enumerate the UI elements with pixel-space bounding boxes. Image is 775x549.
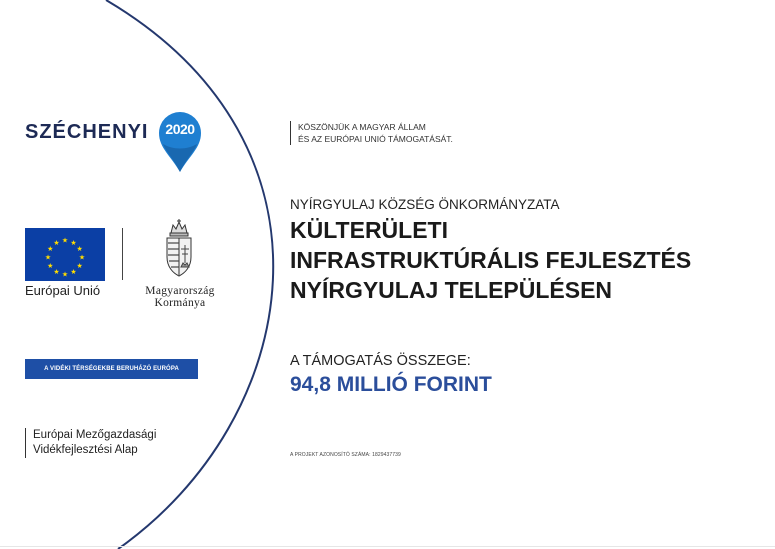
szechenyi-pin-icon	[157, 110, 203, 174]
project-title	[290, 215, 691, 305]
svg-text:★: ★	[76, 263, 83, 270]
szechenyi-logo-text: SZÉCHENYI	[25, 121, 149, 143]
logo-divider	[122, 228, 123, 280]
svg-text:★: ★	[76, 246, 83, 253]
gov-line-1: Magyarország	[145, 285, 215, 297]
svg-text:★: ★	[78, 254, 86, 262]
project-id: A PROJEKT AZONOSÍTÓ SZÁMA: 1829437739	[290, 452, 401, 458]
rural-europe-badge: A VIDÉKI TÉRSÉGEKBE BERUHÁZÓ EURÓPA	[25, 359, 198, 379]
emva-line-2: Vidékfejlesztési Alap	[33, 444, 138, 456]
svg-text:★: ★	[70, 269, 77, 277]
support-amount-label: A TÁMOGATÁS ÖSSZEGE:	[290, 353, 471, 369]
svg-text:★: ★	[53, 239, 60, 247]
project-title-line-2: INFRASTRUKTÚRÁLIS FEJLESZTÉS	[290, 247, 692, 273]
svg-text:★: ★	[44, 254, 52, 262]
support-amount: 94,8 MILLIÓ FORINT	[290, 373, 492, 396]
thanks-note	[290, 121, 453, 145]
bottom-divider	[0, 546, 775, 547]
svg-text:★: ★	[53, 269, 60, 277]
gov-line-2: Kormánya	[154, 297, 206, 309]
emva-line-1: Európai Mezőgazdasági	[33, 429, 157, 441]
thanks-line-1: KÖSZÖNJÜK A MAGYAR ÁLLAM	[298, 122, 426, 132]
svg-text:★: ★	[70, 239, 77, 247]
hungarian-government-label	[128, 285, 232, 309]
svg-text:★: ★	[47, 263, 54, 270]
thanks-line-2: ÉS AZ EURÓPAI UNIÓ TÁMOGATÁSÁT.	[298, 134, 453, 144]
hungarian-coat-of-arms-icon	[161, 219, 197, 279]
project-title-line-1: KÜLTERÜLETI	[290, 217, 449, 243]
svg-text:★: ★	[61, 237, 69, 245]
svg-text:★: ★	[61, 271, 69, 279]
szechenyi-year: 2020	[165, 121, 195, 137]
emva-label	[25, 428, 156, 458]
eu-flag-icon	[25, 228, 105, 281]
project-title-line-3: NYÍRGYULAJ TELEPÜLÉSEN	[290, 277, 613, 303]
organization-name: NYÍRGYULAJ KÖZSÉG ÖNKORMÁNYZATA	[290, 197, 560, 212]
svg-text:★: ★	[47, 246, 54, 253]
eu-label: Európai Unió	[25, 283, 101, 298]
